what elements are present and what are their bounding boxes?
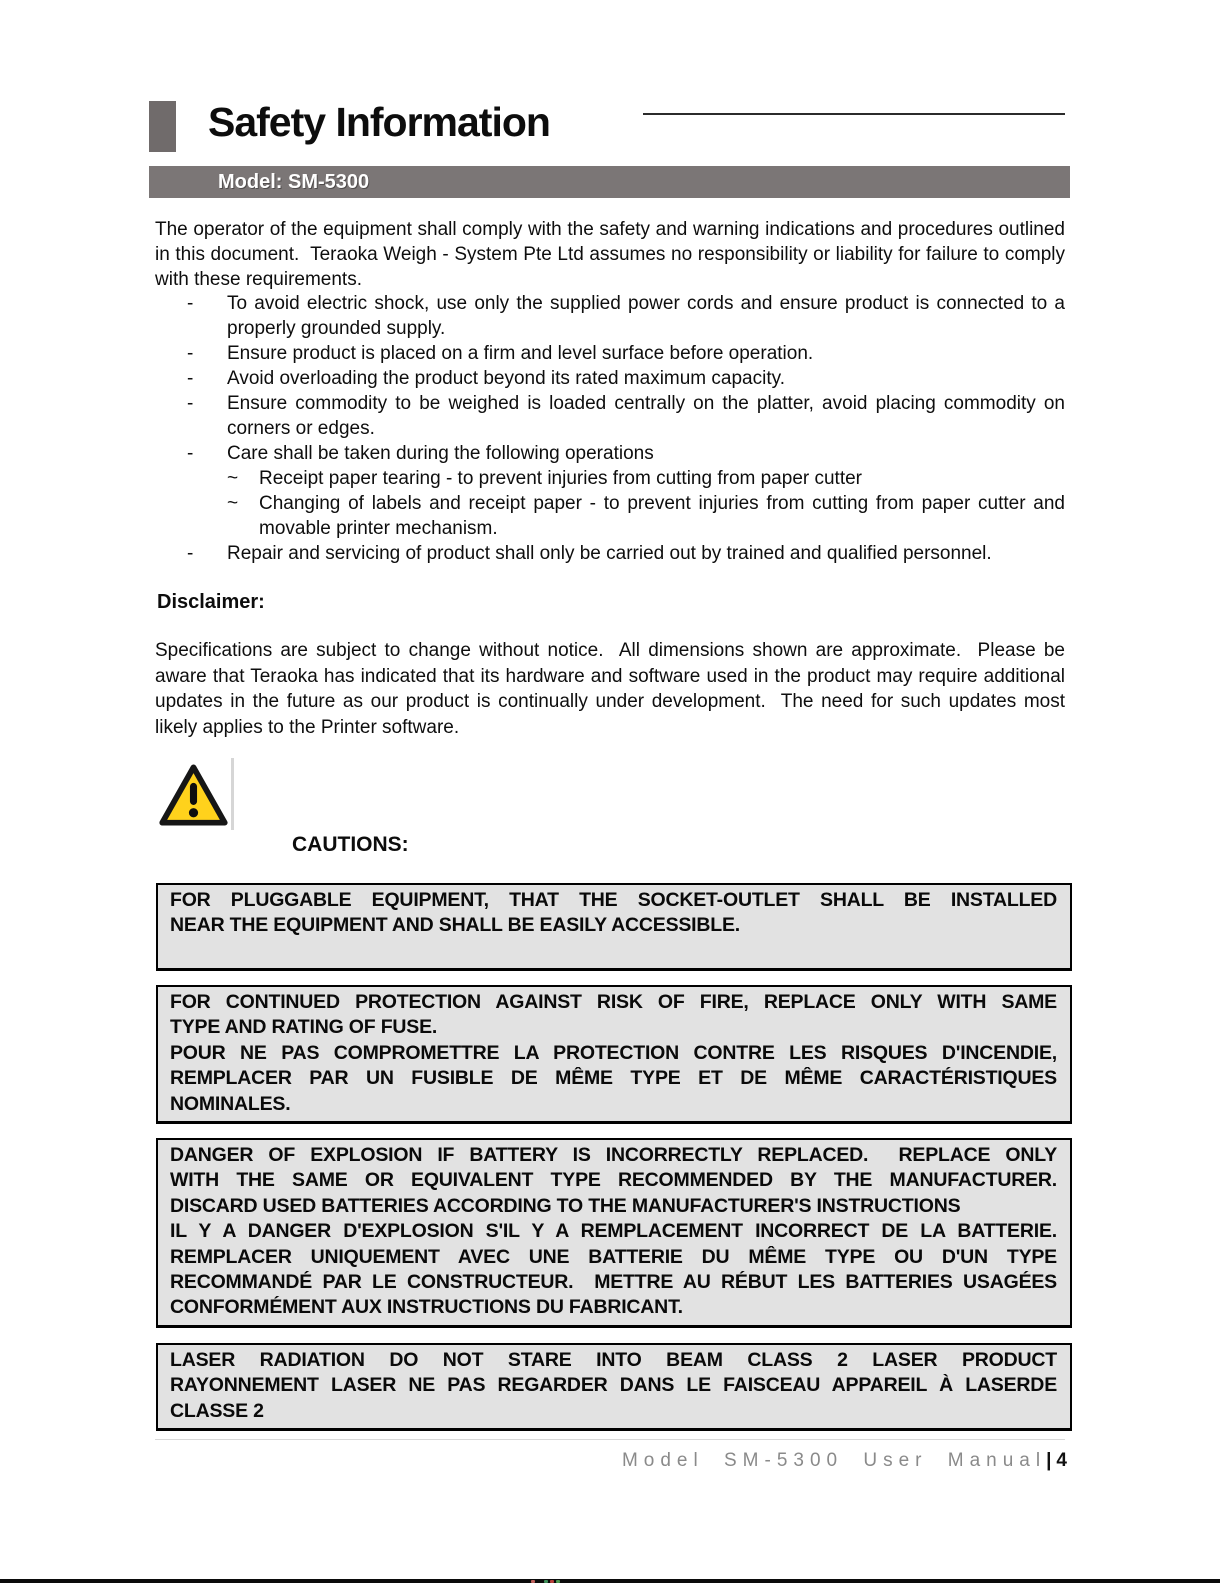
caution-line: CONFORMÉMENT AUX INSTRUCTIONS DU FABRICANT. [170, 1296, 683, 1319]
caution-line: POUR NE PAS COMPROMETTRE LA PROTECTION CONTRE LES RISQUES D'INCENDIE, [170, 1041, 1057, 1064]
list-item-text: To avoid electric shock, use only the supplied power cords and ensure product is connected to a properly grounded supply. [227, 293, 1065, 339]
list-item-marker: - [187, 443, 194, 464]
list-item-marker: - [187, 543, 194, 564]
list-item [155, 391, 1065, 441]
list-item-text: Avoid overloading the product beyond its rated maximum capacity. [227, 368, 785, 389]
disclaimer-heading: Disclaimer: [157, 591, 265, 613]
list-item [155, 466, 1065, 491]
footer-page-number: 4 [1056, 1450, 1067, 1471]
list-item-marker: ~ [227, 493, 239, 514]
page-footer [155, 1449, 1067, 1473]
footer-separator: | [1046, 1450, 1057, 1471]
caution-line: NOMINALES. [170, 1092, 291, 1115]
caution-line: IL Y A DANGER D'EXPLOSION S'IL Y A REMPLACEMENT INCORRECT DE LA BATTERIE. [170, 1220, 1057, 1243]
taskbar-icon-dot [556, 1580, 560, 1583]
list-item-marker: - [187, 393, 194, 414]
taskbar-icon-dot [544, 1580, 548, 1583]
list-item-text: Ensure product is placed on a firm and level surface before operation. [227, 343, 814, 364]
caution-box [156, 1138, 1072, 1328]
list-item [155, 341, 1065, 366]
caution-box [156, 1343, 1072, 1431]
list-item [155, 441, 1065, 466]
header-accent-square [149, 101, 176, 152]
warning-triangle-icon [158, 758, 234, 830]
list-item-text: Ensure commodity to be weighed is loaded centrally on the platter, avoid placing commodity on corners or edges. [227, 393, 1065, 439]
caution-line: LASER RADIATION DO NOT STARE INTO BEAM CLASS 2 LASER PRODUCT [170, 1349, 1057, 1371]
taskbar-edge [0, 1579, 1220, 1583]
caution-line: FOR PLUGGABLE EQUIPMENT, THAT THE SOCKET-OUTLET SHALL BE INSTALLED [170, 889, 1057, 911]
caution-box [156, 883, 1072, 971]
model-bar-label: Model: SM-5300 [218, 171, 370, 193]
caution-line: NEAR THE EQUIPMENT AND SHALL BE EASILY ACCESSIBLE. [170, 914, 741, 937]
taskbar-icon-dot [550, 1580, 554, 1583]
page-title: Safety Information [208, 99, 550, 145]
list-item-text: Repair and servicing of product shall only be carried out by trained and qualified personnel. [227, 543, 992, 564]
list-item-text: Care shall be taken during the following operations [227, 443, 654, 464]
taskbar-icon-dot [531, 1580, 535, 1583]
caution-line: REMPLACER PAR UN FUSIBLE DE MÊME TYPE ET DE MÊME CARACTÉRISTIQUES [170, 1067, 1057, 1090]
caution-line: REMPLACER UNIQUEMENT AVEC UNE BATTERIE DU MÊME TYPE OU D'UN TYPE [170, 1245, 1057, 1268]
list-item [155, 541, 1065, 566]
caution-line: DANGER OF EXPLOSION IF BATTERY IS INCORRECTLY REPLACED. REPLACE ONLY [170, 1144, 1057, 1166]
list-item-marker: ~ [227, 468, 239, 489]
list-item-marker: - [187, 343, 194, 364]
title-rule [643, 113, 1065, 115]
safety-list [155, 291, 1065, 566]
caution-line: WITH THE SAME OR EQUIVALENT TYPE RECOMMENDED BY THE MANUFACTURER. [170, 1169, 1057, 1192]
caution-box [156, 985, 1072, 1124]
cautions-label: CAUTIONS: [292, 833, 409, 856]
disclaimer-paragraph: Specifications are subject to change without notice. All dimensions shown are approximate. Please be aware that Teraoka has indicated that its hardware and software used in the product may require additional updates in the future as our product is continually under development. The need for such updates most likely applies to the Printer software. [155, 640, 1071, 738]
list-item-marker: - [187, 293, 194, 314]
caution-line: DISCARD USED BATTERIES ACCORDING TO THE MANUFACTURER'S INSTRUCTIONS [170, 1194, 961, 1217]
caution-line: RECOMMANDÉ PAR LE CONSTRUCTEUR. METTRE AU RÉBUT LES BATTERIES USAGÉES [170, 1270, 1057, 1293]
footer-rule [155, 1439, 1065, 1440]
intro-paragraph: The operator of the equipment shall comply with the safety and warning indications and procedures outlined in this document. Teraoka Weigh - System Pte Ltd assumes no responsibility or liability for failure to comply with these requirements. [155, 219, 1071, 290]
list-item-marker: - [187, 368, 194, 389]
footer-label: Model SM-5300 User Manual [621, 1450, 1047, 1471]
list-item [155, 491, 1065, 541]
list-item-text: Receipt paper tearing - to prevent injuries from cutting from paper cutter [259, 468, 863, 489]
list-item [155, 366, 1065, 391]
caution-line: TYPE AND RATING OF FUSE. [170, 1016, 438, 1039]
caution-line: CLASSE 2 [170, 1399, 264, 1422]
caution-line: FOR CONTINUED PROTECTION AGAINST RISK OF FIRE, REPLACE ONLY WITH SAME [170, 991, 1057, 1013]
model-bar [149, 166, 1070, 198]
caution-line: RAYONNEMENT LASER NE PAS REGARDER DANS LE FAISCEAU APPAREIL À LASERDE [170, 1374, 1057, 1397]
list-item-text: Changing of labels and receipt paper - to prevent injuries from cutting from paper cutter and movable printer mechanism. [259, 493, 1065, 539]
list-item [155, 291, 1065, 341]
